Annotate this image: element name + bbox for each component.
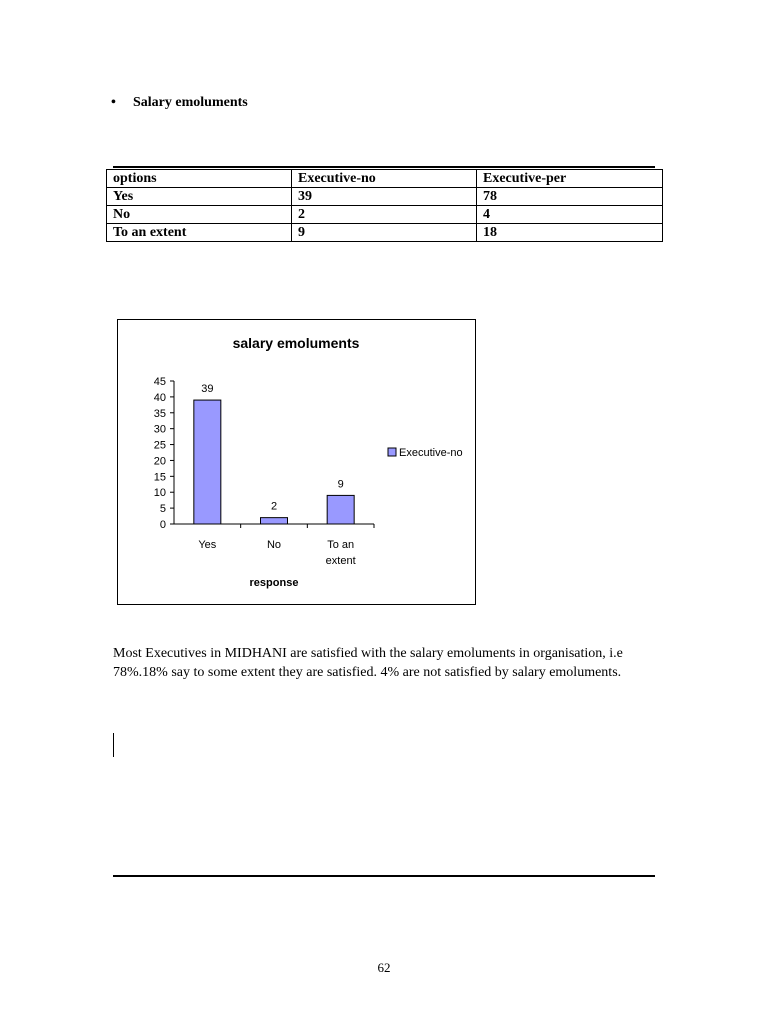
table-cell: 2 [292,206,477,224]
y-tick-label: 0 [159,519,166,531]
table-row [107,206,663,224]
x-tick-label: No [266,539,282,551]
table-row [107,224,663,242]
table-header-cell: Executive-per [477,170,663,188]
chart-title: salary emoluments [232,335,360,351]
y-tick-label: 10 [153,487,166,500]
table-header-cell: options [107,170,292,188]
data-label: 2 [270,500,278,513]
bar [327,495,354,524]
table-header-row [107,170,663,188]
page-number: 62 [377,960,391,975]
table-cell: 9 [292,224,477,242]
legend-label: Executive-no [399,447,463,459]
section-heading: Salary emoluments [133,95,248,110]
table-header-cell: Executive-no [292,170,477,188]
x-tick-label: extent [325,555,356,567]
table-cell: 78 [477,188,663,206]
y-tick-label: 25 [153,439,166,452]
y-tick-label: 40 [153,391,166,404]
table-cell: Yes [107,188,292,206]
table-cell: 18 [477,224,663,242]
chart-frame [117,319,476,605]
top-rule [113,166,655,168]
y-tick-label: 5 [159,503,166,516]
data-label: 9 [337,478,344,491]
bar [261,518,288,524]
x-tick-label: To an [327,539,355,551]
section-heading-row [111,95,248,111]
salary-table [106,169,663,242]
bullet-marker: • [111,95,116,110]
table-cell: 4 [477,206,663,224]
bar [194,400,221,524]
text-cursor [113,733,114,757]
x-tick-label: Yes [198,539,217,551]
table-row [107,188,663,206]
table-cell: 39 [292,188,477,206]
bar-chart [118,320,475,604]
y-tick-label: 20 [153,455,166,468]
table-cell: To an extent [107,224,292,242]
table-cell: No [107,206,292,224]
data-label: 39 [201,383,214,396]
summary-paragraph: Most Executives in MIDHANI are satisfied with the salary emoluments in organisation, i.e 78%.18% say to some extent they are satisfied. 4% are not satisfied by salary emoluments. [113,646,623,680]
bottom-rule [113,875,655,877]
y-tick-label: 15 [153,471,166,484]
x-axis-title: response [249,577,299,589]
legend-swatch [388,448,396,456]
y-tick-label: 30 [153,423,166,436]
y-tick-label: 35 [153,407,166,420]
y-tick-label: 45 [153,376,166,388]
